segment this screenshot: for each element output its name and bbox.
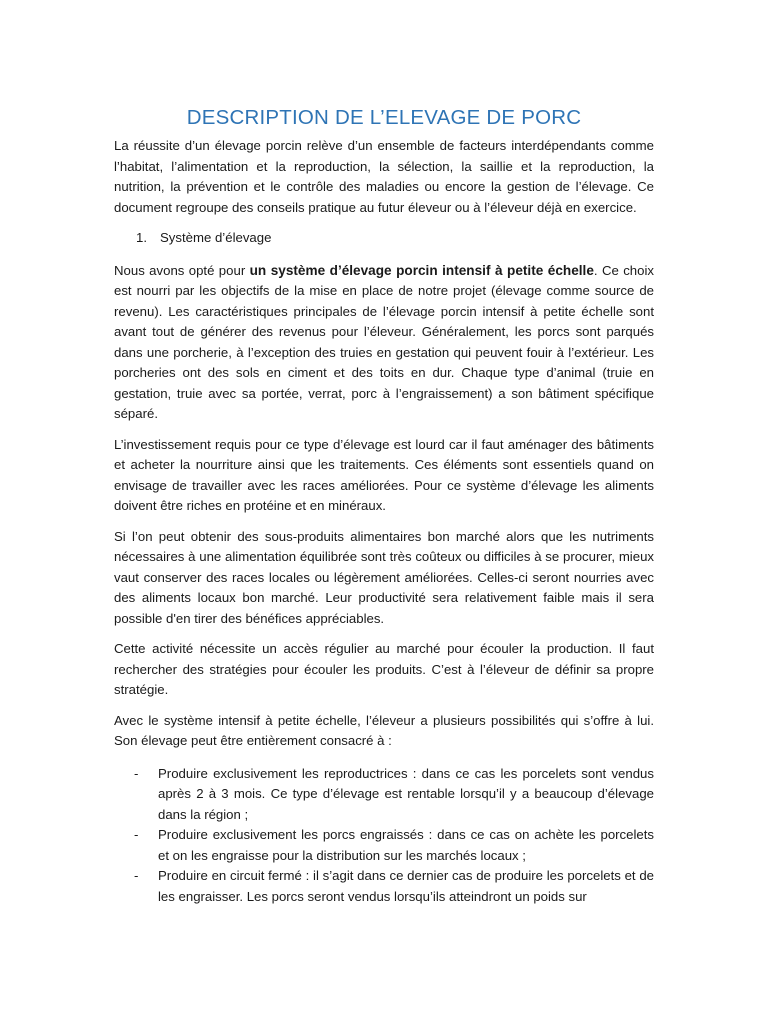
- options-list: [114, 764, 654, 908]
- section-heading-1: [136, 228, 654, 249]
- list-item-text: Produire exclusivement les porcs engraissés : dans ce cas on achète les porcelets et on les engraisse pour la distribution sur les marchés locaux ;: [158, 827, 654, 863]
- paragraph-market-access: Cette activité nécessite un accès régulier au marché pour écouler la production. Il faut rechercher des stratégies pour écouler les produits. C’est à l’éleveur de définir sa propre stratégie.: [114, 641, 654, 697]
- section-number: 1.: [136, 230, 147, 245]
- paragraph-local-breeds: Si l’on peut obtenir des sous-produits alimentaires bon marché alors que les nutriments nécessaires à une alimentation équilibrée sont très coûteux ou difficiles à se procurer, mieux vaut conserver des races locales ou légèrement améliorées. Celles-ci seront nourries avec des aliments locaux bon marché. Leur productivité sera relativement faible mais il sera possible d'en tirer des bénéfices appréciables.: [114, 528, 654, 626]
- list-dash: -: [134, 765, 139, 781]
- list-dash: -: [134, 827, 139, 842]
- list-item: [114, 825, 654, 866]
- list-item-text: Produire en circuit fermé : il s’agit dans ce dernier cas de produire les porcelets et de les engraisser. Les porcs seront vendus lorsqu’ils atteindront un poids sur: [158, 868, 654, 904]
- intro-paragraph: La réussite d’un élevage porcin relève d’un ensemble de facteurs interdépendants comme l’habitat, l’alimentation et la reproduction, la sélection, la saillie et la reproduction, la nutrition, la prévention et le contrôle des maladies ou encore la gestion de l’élevage. Ce document regroupe des conseils pratique au futur éleveur ou à l’éleveur déjà en exercice.: [114, 138, 654, 215]
- paragraph-investment: L’investissement requis pour ce type d’élevage est lourd car il faut aménager des bâtiments et acheter la nourriture ainsi que les traitements. Ces éléments sont essentiels quand on envisage de travailler avec les races améliorées. Pour ce système d’élevage les aliments doivent être riches en protéine et en minéraux.: [114, 436, 654, 513]
- list-item: [114, 764, 654, 826]
- paragraph-text-after: . Ce choix est nourri par les objectifs de la mise en place de notre projet (élevage comme source de revenu). Les caractéristiques principales de l’élevage porcin intensif à petite échelle sont avant tout de générer des revenus pour l’éleveur. Généralement, les porcs sont parqués dans une porcherie, à l’exception des truies en gestation qui peuvent fouir à l’extérieur. Les porcheries ont des sols en ciment et des toits en dur. Chaque type d’animal (truie en gestation, truie avec sa portée, verrat, porc à l’engraissement) a son bâtiment spécifique séparé.: [114, 262, 654, 421]
- list-item: [114, 866, 654, 907]
- paragraph-possibilities: Avec le système intensif à petite échelle, l’éleveur a plusieurs possibilités qui s’offre à lui. Son élevage peut être entièrement consacré à :: [114, 712, 654, 748]
- emphasized-system-name: un système d’élevage porcin intensif à petite échelle: [249, 262, 594, 278]
- section-label: Système d’élevage: [160, 230, 272, 245]
- paragraph-system-choice: [114, 261, 654, 425]
- list-dash: -: [134, 868, 139, 883]
- list-item-text: Produire exclusivement les reproductrices : dans ce cas les porcelets sont vendus après 2 à 3 mois. Ce type d’élevage est rentable lorsqu’il y a beaucoup d’élevage dans la région ;: [158, 765, 654, 822]
- document-title: DESCRIPTION DE L’ELEVAGE DE PORC: [186, 106, 582, 129]
- paragraph-text-before: Nous avons opté pour: [114, 262, 250, 278]
